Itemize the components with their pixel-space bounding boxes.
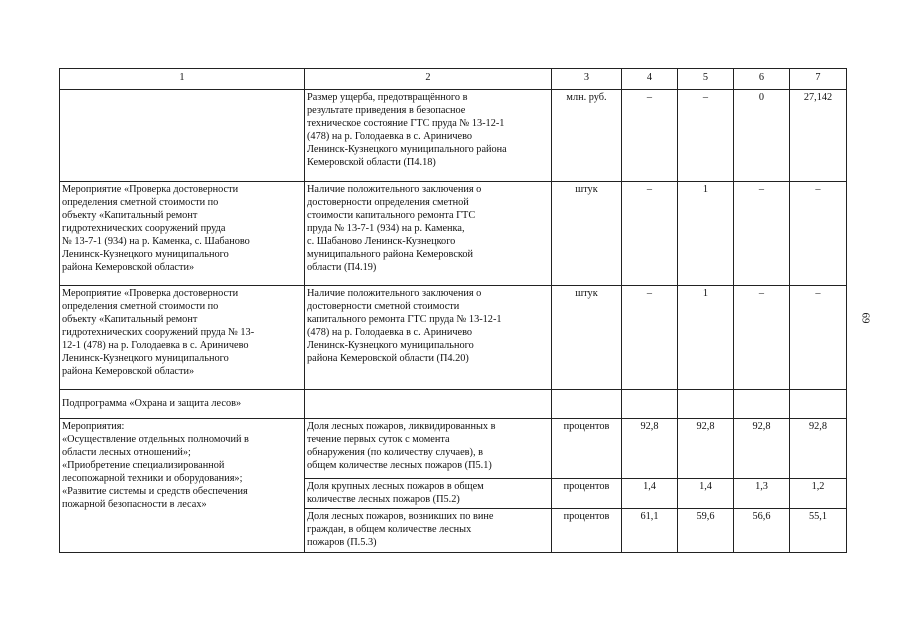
header-cell: 5 xyxy=(678,69,734,90)
measure-cell: Мероприятия: «Осуществление отдельных полномочий в области лесных отношений»; «Приобретение специализированной лесопожарной техники и оборудования»; «Развитие системы и средств обеспечения пожарной безопасности в лесах» xyxy=(60,419,305,553)
value-cell: – xyxy=(734,182,790,286)
header-cell: 3 xyxy=(552,69,622,90)
unit-cell: штук xyxy=(552,182,622,286)
value-cell: 1,3 xyxy=(734,479,790,509)
unit-cell: млн. руб. xyxy=(552,90,622,182)
value-cell: 92,8 xyxy=(790,419,847,479)
unit-cell: процентов xyxy=(552,479,622,509)
value-cell: 55,1 xyxy=(790,509,847,553)
indicator-cell: Доля лесных пожаров, ликвидированных в течение первых суток с момента обнаружения (по количеству случаев), в общем количестве лесных пожаров (П5.1) xyxy=(305,419,552,479)
indicator-cell: Доля лесных пожаров, возникших по вине граждан, в общем количестве лесных пожаров (П.5.3) xyxy=(305,509,552,553)
value-cell: 1 xyxy=(678,286,734,390)
header-cell: 1 xyxy=(60,69,305,90)
value-cell: 56,6 xyxy=(734,509,790,553)
table-row xyxy=(60,286,847,390)
value-cell: – xyxy=(622,286,678,390)
value-cell: 1,4 xyxy=(622,479,678,509)
page-number: 69 xyxy=(859,312,872,324)
value-cell: 27,142 xyxy=(790,90,847,182)
value-cell: – xyxy=(734,286,790,390)
value-cell: – xyxy=(678,90,734,182)
subprogram-title: Подпрограмма «Охрана и защита лесов» xyxy=(60,390,305,419)
subprogram-row xyxy=(60,390,847,419)
header-cell: 2 xyxy=(305,69,552,90)
table-row xyxy=(60,419,847,479)
measure-cell: Мероприятие «Проверка достоверности определения сметной стоимости по объекту «Капитальный ремонт гидротехнических сооружений пруда № 13-7-1 (934) на р. Каменка, с. Шабаново Ленинск-Кузнецкого муниципального района Кемеровской области» xyxy=(60,182,305,286)
table-row xyxy=(60,182,847,286)
indicator-cell: Доля крупных лесных пожаров в общем количестве лесных пожаров (П5.2) xyxy=(305,479,552,509)
indicator-cell: Наличие положительного заключения о достоверности определения сметной стоимости капитального ремонта ГТС пруда № 13-7-1 (934) на р. Каменка, с. Шабаново Ленинск-Кузнецкого муниципального района Кемеровской области (П4.19) xyxy=(305,182,552,286)
value-cell: 1,2 xyxy=(790,479,847,509)
header-cell: 4 xyxy=(622,69,678,90)
value-cell: 92,8 xyxy=(734,419,790,479)
table-row xyxy=(60,90,847,182)
value-cell: – xyxy=(790,286,847,390)
unit-cell: штук xyxy=(552,286,622,390)
value-cell: – xyxy=(622,182,678,286)
measure-cell: Мероприятие «Проверка достоверности определения сметной стоимости по объекту «Капитальный ремонт гидротехнических сооружений пруда № 13- 12-1 (478) на р. Голодаевка в с. Ариничево Ленинск-Кузнецкого муниципального района Кемеровской области» xyxy=(60,286,305,390)
measure-cell xyxy=(60,90,305,182)
header-cell: 7 xyxy=(790,69,847,90)
value-cell: 92,8 xyxy=(622,419,678,479)
value-cell: 1 xyxy=(678,182,734,286)
indicator-table xyxy=(59,68,847,553)
unit-cell: процентов xyxy=(552,419,622,479)
unit-cell: процентов xyxy=(552,509,622,553)
value-cell: – xyxy=(622,90,678,182)
value-cell: 61,1 xyxy=(622,509,678,553)
indicator-cell: Наличие положительного заключения о достоверности сметной стоимости капитального ремонта ГТС пруда № 13-12-1 (478) на р. Голодаевка в с. Ариничево Ленинск-Кузнецкого муниципального района Кемеровской области (П4.20) xyxy=(305,286,552,390)
header-cell: 6 xyxy=(734,69,790,90)
value-cell: 92,8 xyxy=(678,419,734,479)
value-cell: 1,4 xyxy=(678,479,734,509)
table-header-row xyxy=(60,69,847,90)
indicator-cell: Размер ущерба, предотвращённого в результате приведения в безопасное техническое состояние ГТС пруда № 13-12-1 (478) на р. Голодаевка в с. Ариничево Ленинск-Кузнецкого муниципального района Кемеровской области (П4.18) xyxy=(305,90,552,182)
value-cell: – xyxy=(790,182,847,286)
value-cell: 59,6 xyxy=(678,509,734,553)
value-cell: 0 xyxy=(734,90,790,182)
